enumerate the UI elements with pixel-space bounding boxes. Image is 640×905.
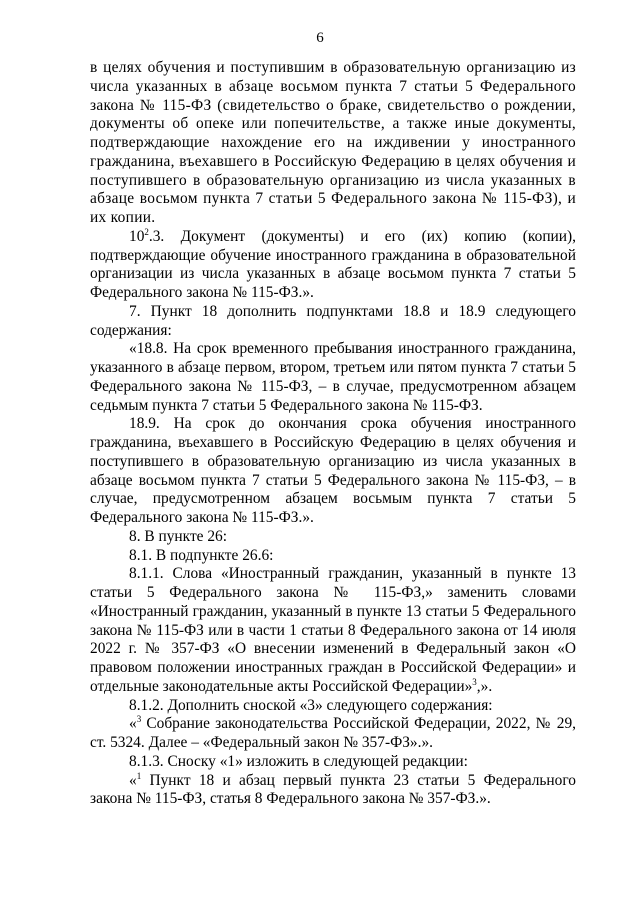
paragraph-18-9: 18.9. На срок до окончания срока обучения иностранного гражданина, въехавшего в Российскую Федерацию в целях обучения и поступившего в образовательную организацию из числа указанных в абзаце восьмом пункта 7 статьи 5 Федерального закона № 115-ФЗ, – в случае, предусмотренном абзацем восьмым пункта 7 статьи 5 Федерального закона № 115-ФЗ.». (90, 415, 576, 526)
paragraph-18-8: «18.8. На срок временного пребывания иностранного гражданина, указанного в абзаце первом, втором, третьем или пятом пункта 7 статьи 5 Федерального закона № 115-ФЗ, – в случае, предусмотренном абзацем седьмым пункта 7 статьи 5 Федерального закона № 115-ФЗ. (90, 340, 576, 414)
paragraph-text: Пункт 18 и абзац первый пункта 23 статьи 5 Федерального закона № 115-ФЗ, статья 8 Федерального закона № 357-ФЗ.». (90, 771, 576, 808)
footnote-1-text (90, 772, 576, 810)
paragraph-text-end: ,». (476, 677, 493, 695)
paragraph-8-1-1 (90, 565, 576, 696)
paragraph-text: Собрание законодательства Российской Федерации, 2022, № 29, ст. 5324. Далее – «Федеральный закон № 357-ФЗ».». (90, 715, 576, 751)
paragraph-item-8: 8. В пункте 26: (129, 527, 228, 545)
paragraph-continuation: в целях обучения и поступившим в образовательную организацию из числа указанных в абзаце восьмом пункта 7 статьи 5 Федерального закона № 115-ФЗ (свидетельство о браке, свидетельство о рождении, документы об опеке или попечительстве, а также иные документы, подтверждающие нахождение его на иждивении у иностранного гражданина, въехавшего в Российскую Федерацию в целях обучения и поступившего в образовательную организацию из числа указанных в абзаце восьмом пункта 7 статьи 5 Федерального закона № 115-ФЗ), и их копии. (90, 59, 576, 226)
document-body (90, 59, 576, 809)
paragraph-text: 8.1.1. Слова «Иностранный гражданин, указанный в пункте 13 статьи 5 Федерального закона № 115-ФЗ,» заменить словами «Иностранный гражданин, указанный в пункте 13 статьи 5 Федерального закона № 115-ФЗ или в части 1 статьи 8 Федерального закона от 14 июля 2022 г. № 357-ФЗ «О внесении изменений в Федеральный закон «О правовом положении иностранных граждан в Российской Федерации» и отдельные законодательные акты Российской Федерации» (90, 565, 576, 695)
item-number: 10 (129, 227, 145, 245)
footnote-marker: 3 (136, 714, 142, 725)
page-number: 6 (316, 30, 324, 46)
paragraph-item-7: 7. Пункт 18 дополнить подпунктами 18.8 и 18.9 следующего содержания: (90, 302, 576, 339)
paragraph-text: .3. Документ (документы) и его (их) копию (копии), подтверждающие обучение иностранного гражданина в образовательной организации из числа указанных в абзаце восьмом пункта 7 статьи 5 Федерального закона № 115-ФЗ.». (90, 227, 576, 301)
open-quote: « (129, 771, 137, 789)
paragraph-8-1-3: 8.1.3. Сноску «1» изложить в следующей редакции: (129, 752, 468, 770)
footnote-3-text (90, 715, 576, 753)
superscript: 2 (144, 226, 149, 237)
footnote-marker: 1 (136, 770, 142, 781)
paragraph-8-1: 8.1. В подпункте 26.6: (129, 546, 274, 564)
paragraph-10-2-3 (90, 228, 576, 303)
paragraph-8-1-2: 8.1.2. Дополнить сноской «3» следующего содержания: (129, 696, 493, 714)
footnote-marker: 3 (472, 676, 477, 687)
open-quote: « (129, 715, 137, 733)
